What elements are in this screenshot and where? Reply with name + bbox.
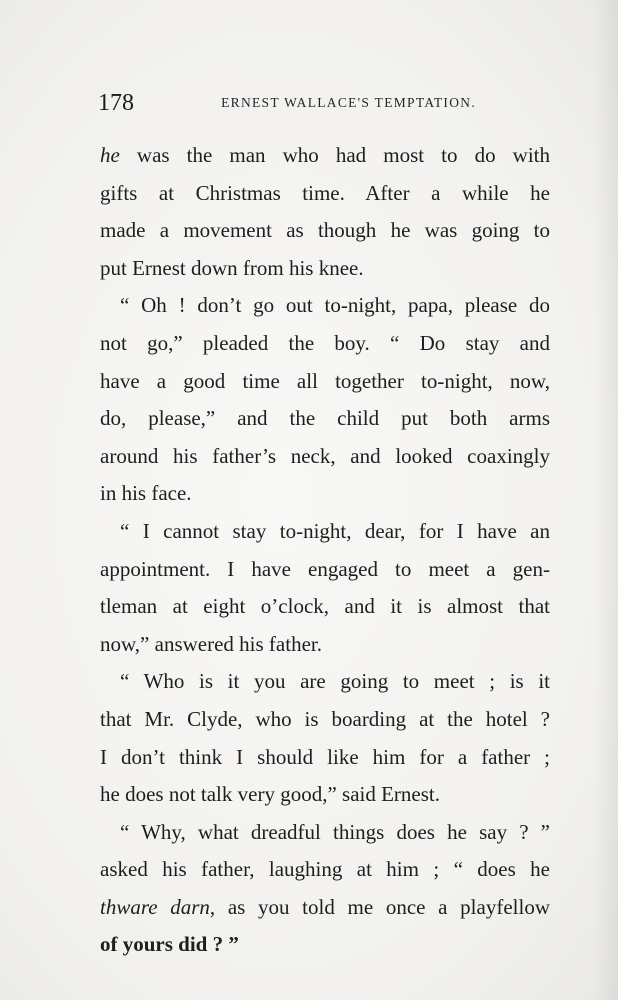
text-line: around his father’s neck, and looked coaxingly xyxy=(100,443,550,468)
text-line xyxy=(100,889,550,927)
text-line: in his face. xyxy=(100,481,192,506)
text-line: “ Oh ! don’t go out to-night, papa, please do xyxy=(120,293,550,318)
text-line: gifts at Christmas time. After a while he xyxy=(100,180,550,205)
text-line: “ Why, what dreadful things does he say ? ” xyxy=(120,819,550,844)
text-line: have a good time all together to-night, now, xyxy=(100,368,550,393)
text-line: he does not talk very good,” said Ernest. xyxy=(100,782,440,807)
text-line: “ I cannot stay to-night, dear, for I have an xyxy=(120,518,550,543)
text-line: put Ernest down from his knee. xyxy=(100,255,364,280)
text-line: now,” answered his father. xyxy=(100,631,322,656)
page-body-text xyxy=(100,137,550,964)
text-line: made a movement as though he was going to xyxy=(100,218,550,243)
text-line: asked his father, laughing at him ; “ does he xyxy=(100,857,550,882)
page-number: 178 xyxy=(98,90,134,116)
text-line: of yours did ? ” xyxy=(100,932,239,957)
text-line: do, please,” and the child put both arms xyxy=(100,406,550,431)
text-span: was the man who had most to do with xyxy=(119,143,550,167)
text-line: not go,” pleaded the boy. “ Do stay and xyxy=(100,330,550,355)
text-line: I don’t think I should like him for a father ; xyxy=(100,744,550,769)
running-head: ERNEST WALLACE'S TEMPTATION. xyxy=(221,95,476,110)
text-line: tleman at eight o’clock, and it is almost that xyxy=(100,594,550,619)
text-line: that Mr. Clyde, who is boarding at the hotel ? xyxy=(100,706,550,731)
italic-phrase: thware darn xyxy=(100,894,210,919)
page-header xyxy=(98,86,550,120)
italic-word: he xyxy=(100,143,120,167)
text-line: “ Who is it you are going to meet ; is it xyxy=(120,669,550,694)
text-line xyxy=(100,137,550,175)
text-line: appointment. I have engaged to meet a gen- xyxy=(100,556,550,581)
text-span: , as you told me once a playfellow xyxy=(209,894,550,919)
